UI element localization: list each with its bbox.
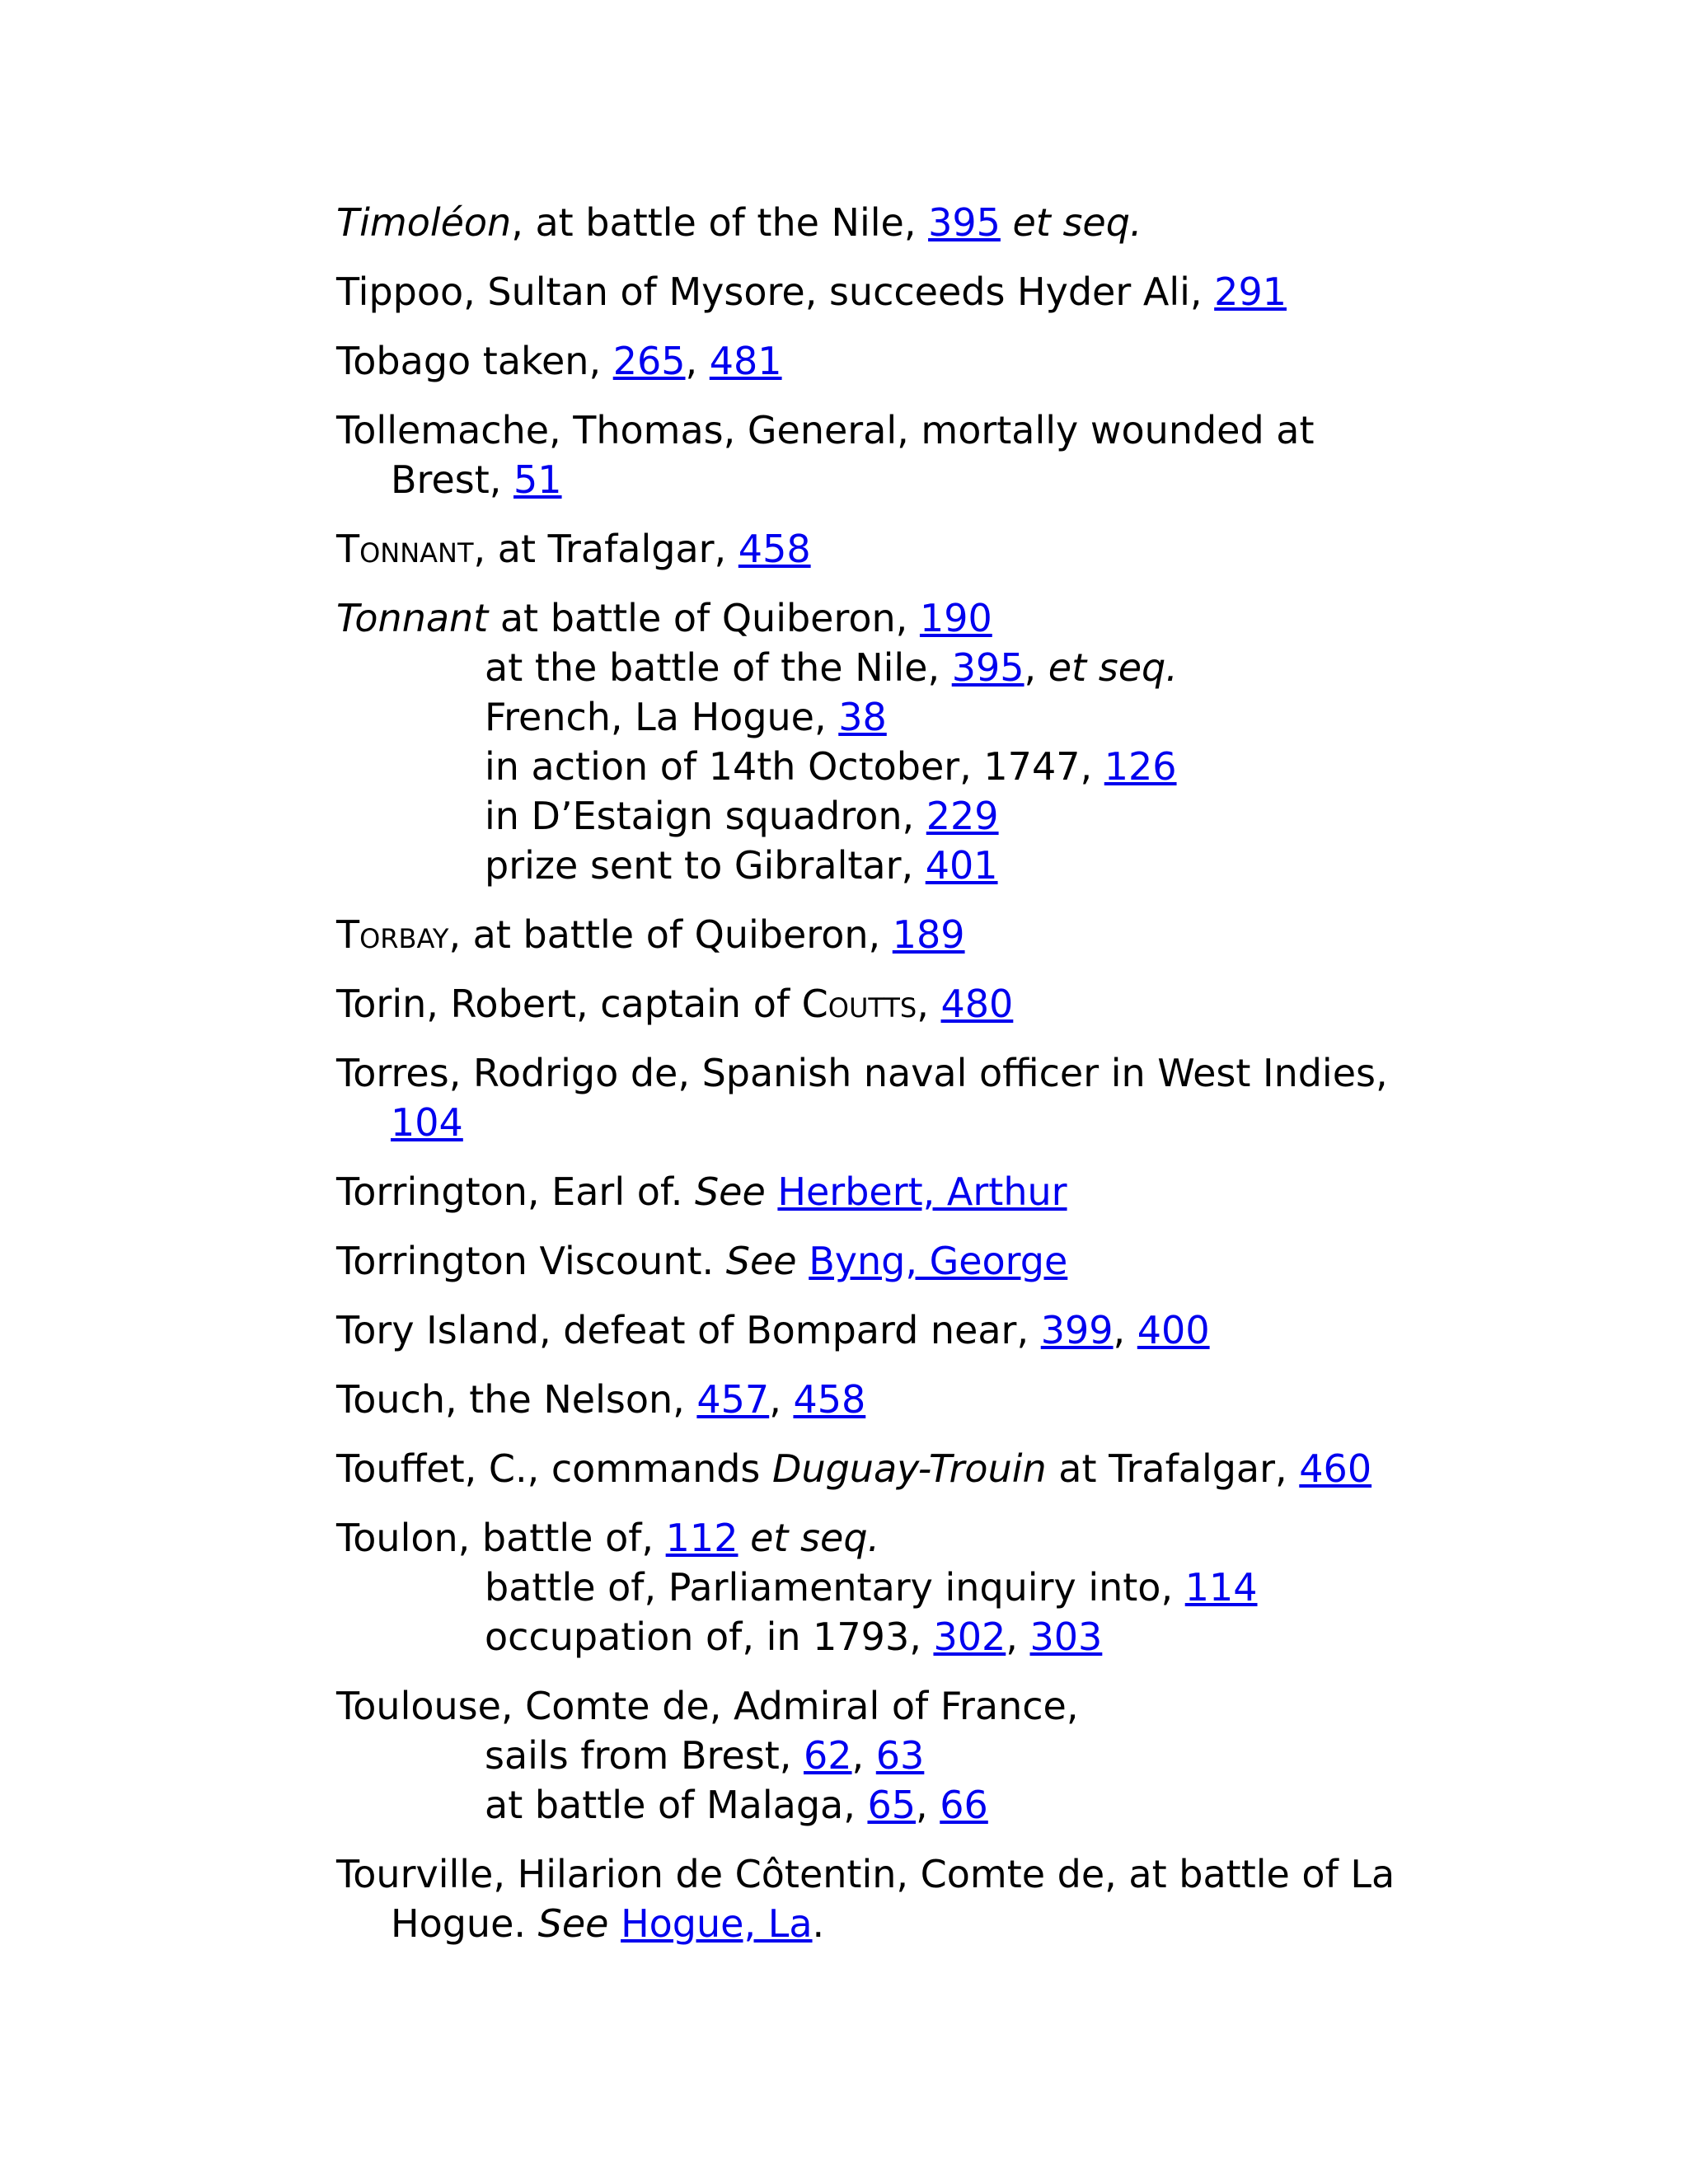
index-subentry [391, 692, 1408, 742]
index-entry [336, 1305, 1408, 1355]
page-reference-link[interactable]: 395 [928, 200, 1001, 245]
italic-text: et seq. [1048, 645, 1178, 690]
entry-text: Torin, Robert, captain of [336, 982, 802, 1026]
entry-text: at the battle of the Nile, [485, 645, 952, 690]
entry-text: . [812, 1901, 825, 1946]
entry-text: Tobago taken, [336, 339, 613, 383]
page-reference-link[interactable]: 66 [940, 1783, 988, 1827]
entry-text: battle of, Parliamentary inquiry into, [485, 1565, 1185, 1610]
entry-text: Tollemache, Thomas, General, mortally wounded at Brest, [336, 408, 1315, 502]
page-reference-link[interactable]: 400 [1137, 1308, 1210, 1352]
entry-text: at battle of Quiberon, [488, 596, 920, 640]
page-reference-link[interactable]: 51 [513, 457, 562, 502]
entry-text: Torrington, Earl of. [336, 1169, 695, 1214]
index-entry [336, 1681, 1408, 1830]
entry-text: , [916, 1783, 940, 1827]
page-reference-link[interactable]: 38 [838, 695, 887, 739]
entry-text: prize sent to Gibraltar, [485, 843, 926, 888]
page-reference-link[interactable]: 401 [925, 843, 998, 888]
index-entry [336, 524, 1408, 574]
index-entry [336, 1236, 1408, 1286]
entry-text: , [1113, 1308, 1137, 1352]
entry-text [766, 1169, 778, 1214]
entry-text [1001, 200, 1013, 245]
entry-text: Tippoo, Sultan of Mysore, succeeds Hyder Ali, [336, 269, 1215, 314]
entry-text: , [1024, 645, 1048, 690]
page-reference-link[interactable]: 189 [892, 912, 965, 957]
page-reference-link[interactable]: 460 [1299, 1446, 1372, 1491]
index-entry [336, 1849, 1408, 1948]
page-reference-link[interactable]: 458 [738, 527, 811, 571]
italic-text: et seq. [750, 1516, 880, 1560]
page-reference-link[interactable]: 395 [951, 645, 1025, 690]
italic-text: See [725, 1239, 797, 1283]
italic-text: See [694, 1169, 766, 1214]
entry-text: occupation of, in 1793, [485, 1615, 934, 1659]
italic-text: See [537, 1901, 609, 1946]
index-subentry [391, 791, 1408, 841]
page-reference-link[interactable]: 399 [1040, 1308, 1114, 1352]
page-reference-link[interactable]: Herbert, Arthur [777, 1169, 1067, 1214]
page-reference-link[interactable]: 457 [696, 1377, 770, 1422]
entry-text: Toulon, battle of, [336, 1516, 666, 1560]
page-reference-link[interactable]: 104 [391, 1100, 463, 1145]
entry-text [608, 1901, 621, 1946]
entry-text: Torrington Viscount. [336, 1239, 726, 1283]
entry-text: at battle of Malaga, [485, 1783, 868, 1827]
page-reference-link[interactable]: 458 [793, 1377, 866, 1422]
entry-text: in action of 14th October, 1747, [485, 744, 1104, 789]
index-entry [336, 198, 1408, 247]
italic-text: et seq. [1012, 200, 1142, 245]
index-entry [336, 1513, 1408, 1661]
index-entry [336, 336, 1408, 386]
entry-text: in D’Estaign squadron, [485, 794, 926, 838]
entry-text [738, 1516, 750, 1560]
entry-text: , at battle of Quiberon, [448, 912, 893, 957]
index-subentry [391, 1731, 1408, 1780]
page-reference-link[interactable]: Byng, George [809, 1239, 1068, 1283]
entry-text: Torres, Rodrigo de, Spanish naval officer in West Indies, [336, 1051, 1388, 1095]
entry-text: Tourville, Hilarion de Côtentin, Comte de, at battle of La Hogue. [336, 1852, 1395, 1946]
page-reference-link[interactable]: 229 [926, 794, 999, 838]
page-reference-link[interactable]: 481 [709, 339, 782, 383]
index-subentry [391, 1780, 1408, 1830]
entry-text: , [851, 1733, 876, 1778]
page-reference-link[interactable]: 302 [933, 1615, 1006, 1659]
index-page [336, 198, 1408, 1968]
page-reference-link[interactable]: 63 [875, 1733, 925, 1778]
entry-text: , [685, 339, 710, 383]
index-entry [336, 267, 1408, 316]
index-subentry [391, 841, 1408, 890]
ship-name: Coutts [801, 982, 917, 1026]
entry-text: , [917, 982, 941, 1026]
page-reference-link[interactable]: 480 [940, 982, 1014, 1026]
page-reference-link[interactable]: Hogue, La [621, 1901, 813, 1946]
entry-text: Toulouse, Comte de, Admiral of France, [336, 1684, 1079, 1728]
entry-text: , at battle of the Nile, [511, 200, 929, 245]
index-entry [336, 593, 1408, 890]
italic-text: Timoléon [336, 200, 512, 245]
entry-text: , at Trafalgar, [473, 527, 738, 571]
page-reference-link[interactable]: 65 [867, 1783, 916, 1827]
entry-text: sails from Brest, [485, 1733, 804, 1778]
entry-text: , [1006, 1615, 1030, 1659]
entry-text: at Trafalgar, [1046, 1446, 1300, 1491]
italic-text: Tonnant [336, 596, 489, 640]
index-subentry [391, 742, 1408, 791]
page-reference-link[interactable]: 126 [1104, 744, 1177, 789]
entry-text: French, La Hogue, [485, 695, 839, 739]
page-reference-link[interactable]: 190 [919, 596, 992, 640]
entry-text [797, 1239, 809, 1283]
page-reference-link[interactable]: 114 [1184, 1565, 1258, 1610]
page-reference-link[interactable]: 303 [1029, 1615, 1103, 1659]
ship-name: Tonnant [336, 527, 474, 571]
page-reference-link[interactable]: 62 [803, 1733, 852, 1778]
index-entry [336, 1048, 1408, 1147]
page-reference-link[interactable]: 265 [612, 339, 686, 383]
index-entry [336, 1167, 1408, 1216]
index-entry [336, 910, 1408, 959]
ship-name: Torbay [336, 912, 449, 957]
entry-text: Tory Island, defeat of Bompard near, [336, 1308, 1041, 1352]
page-reference-link[interactable]: 291 [1214, 269, 1287, 314]
index-entry [336, 405, 1408, 504]
page-reference-link[interactable]: 112 [665, 1516, 738, 1560]
index-entry [336, 1375, 1408, 1424]
italic-text: Duguay-Trouin [772, 1446, 1047, 1491]
index-subentry [391, 643, 1408, 692]
entry-text: , [769, 1377, 794, 1422]
index-entry [336, 979, 1408, 1029]
index-subentry [391, 1563, 1408, 1612]
entry-text: Touch, the Nelson, [336, 1377, 697, 1422]
index-entry [336, 1444, 1408, 1493]
index-subentry [391, 1612, 1408, 1661]
entry-text: Touffet, C., commands [336, 1446, 773, 1491]
